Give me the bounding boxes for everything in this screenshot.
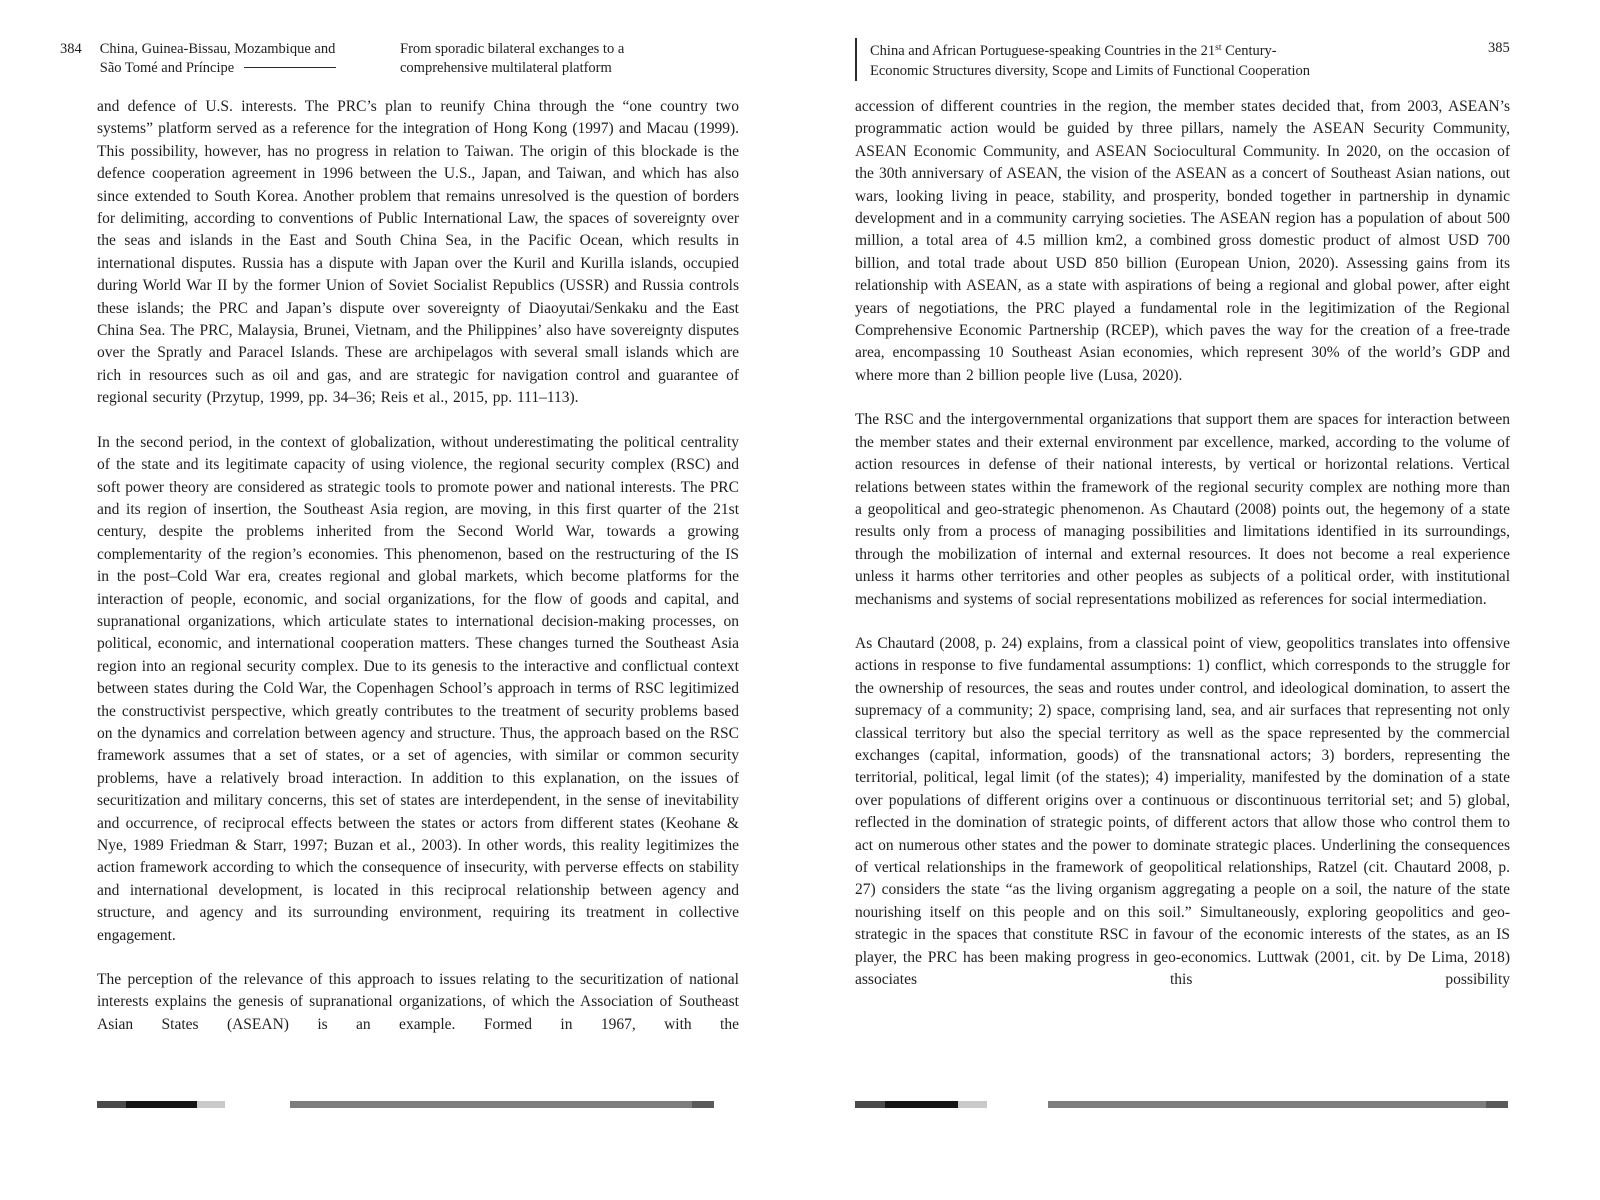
running-head-line-2 xyxy=(100,59,336,78)
paragraph: and defence of U.S. interests. The PRC’s plan to reunify China through the “one country two systems” platform served as a reference for the integration of Hong Kong (1997) and Macau (1999). This possibility, however, has no progress in relation to Taiwan. The origin of this blockade is the defence cooperation agreement in 1996 between the U.S., Japan, and Taiwan, and which has also since extended to South Korea. Another problem that remains unresolved is the question of borders for delimiting, according to conventions of Public International Law, the spaces of sovereignty over the seas and islands in the East and South China Sea, in the Pacific Ocean, which results in international disputes. Russia has a dispute with Japan over the Kuril and Kurilla islands, occupied during World War II by the former Union of Soviet Socialist Republics (USSR) and Russia controls these islands; the PRC and Japan’s dispute over sovereignty of Diaoyutai/Senkaku and the East China Sea. The PRC, Malaysia, Brunei, Vietnam, and the Philippines’ also have sovereignty disputes over the Spratly and Paracel Islands. These are archipelagos with several small islands which are rich in resources such as oil and gas, and are strategic for navigation control and guarantee of regional security (Przytup, 1999, pp. 34–36; Reis et al., 2015, pp. 111–113). xyxy=(97,98,739,407)
footer-segmented-bar xyxy=(855,1101,987,1108)
running-head-text: São Tomé and Príncipe xyxy=(99,60,235,76)
right-page-number: 385 xyxy=(1488,40,1510,56)
footer-bar-dark-segment xyxy=(855,1101,885,1108)
right-page-header xyxy=(855,38,1310,81)
footer-bar-dark-segment xyxy=(97,1101,126,1108)
footer-long-bar-endcap xyxy=(1486,1101,1508,1108)
paragraph: The RSC and the intergovernmental organizations that support them are spaces for interaction between the member states and their external environment par excellence, marked, according to the volume of action resources in defense of their national interests, by vertical or horizontal relations. Vertical relations between states within the framework of the regional security complex are nothing more than a geopolitical and geo-strategic phenomenon. As Chautard (2008) points out, the hegemony of a state results only from a process of managing possibilities and limitations identified in its surroundings, through the mobilization of internal and external resources. It does not become a real experience unless it harms other territories and other peoples as subjects of a political order, with institutional mechanisms and systems of social representations mobilized as references for social intermediation. xyxy=(855,411,1510,608)
footer-long-bar xyxy=(1048,1101,1508,1108)
chapter-subtitle-line-2: comprehensive multilateral platform xyxy=(400,60,612,76)
chapter-subtitle xyxy=(400,40,624,78)
left-running-head xyxy=(100,40,336,78)
left-page-number: 384 xyxy=(60,41,82,57)
footer-bar-black-segment xyxy=(885,1101,958,1108)
running-head-line-1: China, Guinea-Bissau, Mozambique and xyxy=(99,41,336,57)
footer-long-bar xyxy=(290,1101,714,1108)
left-page-header xyxy=(60,40,336,78)
running-head-rule xyxy=(244,67,336,69)
running-head-line-1 xyxy=(870,38,1310,61)
paragraph: In the second period, in the context of globalization, without underestimating the political centrality of the state and its legitimate capacity of using violence, the regional security complex (RSC) and soft power theory are considered as strategic tools to promote power and national interests. The PRC and its region of insertion, the Southeast Asia region, are moving, in this first quarter of the 21st century, despite the problems inherited from the Second World War, towards a growing complementarity of the region’s economies. This phenomenon, based on the restructuring of the IS in the post–Cold War era, creates regional and global markets, which become platforms for the interaction of people, economic, and social organizations, for the flow of goods and capital, and supranational organizations, which articulate states to international decision-making processes, on political, economic, and international cooperation matters. These changes turned the Southeast Asia region into an regional security complex. Due to its genesis to the interactive and conflictual context between states during the Cold War, the Copenhagen School’s approach in terms of RSC legitimized the constructivist perspective, which greatly contributes to the treatment of security problems based on the dynamics and correlation between agency and structure. Thus, the approach based on the RSC framework assumes that a set of states, or a set of agencies, with similar or common security problems, have a relatively broad interaction. In addition to this explanation, on the issues of securitization and military concerns, this set of states are interdependent, in the sense of inevitability and occurrence, of reciprocal effects between the states or actors from different states (Keohane & Nye, 1989 Friedman & Starr, 1997; Buzan et al., 2003). In other words, this reality legitimizes the action framework according to which the consequence of insecurity, with perverse effects on stability and international development, is located in this reciprocal relationship between agency and structure, and agency and its surrounding environment, requiring its treatment in collective engagement. xyxy=(97,433,739,944)
paragraph: As Chautard (2008, p. 24) explains, from a classical point of view, geopolitics translates into offensive actions in response to five fundamental assumptions: 1) conflict, which corresponds to the struggle for the ownership of resources, the seas and routes under control, and ideological domination, to assert the supremacy of a community; 2) space, comprising land, sea, and air surfaces that representing not only classical territory but also the special territory as well as the space represented by the commercial exchanges (capital, information, goods) of the transnational actors; 3) borders, representing the territorial, political, legal limit (of the states); 4) imperiality, manifested by the domination of a state over populations of different origins over a continuous or discontinuous territorial set; and 5) global, reflected in the domination of strategic points, of different actors that allow those who control them to act on numerous other states and the power to dominate strategic places. Underlining the consequences of vertical relationships in the framework of geopolitical relationships, Ratzel (cit. Chautard 2008, p. 27) considers the state “as the living organism aggregating a people on a soil, the nature of the state nourishing itself on this people and on this soil.” Simultaneously, exploring geopolitics and geo-strategic in the spaces that constitute RSC in favour of the economic interests of the states, as an IS player, the PRC has been making progress in geo-economics. Luttwak (2001, cit. by De Lima, 2018) associates this possibility xyxy=(855,634,1510,989)
footer-bar-black-segment xyxy=(126,1101,196,1108)
footer-bar-light-segment xyxy=(197,1101,225,1108)
left-page-body xyxy=(97,96,739,1058)
running-head-line-2: Economic Structures diversity, Scope and Limits of Functional Cooperation xyxy=(870,63,1311,79)
running-head-text: China and African Portuguese-speaking Countries in the 21 xyxy=(870,43,1216,59)
running-head-superscript: st xyxy=(1215,43,1222,53)
paragraph: accession of different countries in the region, the member states decided that, from 2003, ASEAN’s programmatic action would be guided by three pillars, namely the ASEAN Security Community, ASEAN Economic Community, and ASEAN Sociocultural Community. In 2020, on the occasion of the 30th anniversary of ASEAN, the vision of the ASEAN as a concert of Southeast Asian nations, out wars, looking living in peace, stability, and prosperity, bonded together in partnership in dynamic development and in a community carrying societies. The ASEAN region has a population of about 500 million, a total area of 4.5 million km2, a combined gross domestic product of almost USD 700 billion, and total trade about USD 850 billion (European Union, 2020). Assessing gains from its relationship with ASEAN, as a state with aspirations of being a regional and global power, after eight years of negotiations, the PRC played a fundamental role in the legitimization of the Regional Comprehensive Economic Partnership (RCEP), which paves the way for the creation of a free-trade area, encompassing 10 Southeast Asian economies, which represent 30% of the world’s GDP and where more than 2 billion people live (Lusa, 2020). xyxy=(855,98,1510,384)
running-head-text: Century- xyxy=(1221,43,1277,59)
chapter-subtitle-line-1: From sporadic bilateral exchanges to a xyxy=(400,41,625,57)
paragraph: The perception of the relevance of this approach to issues relating to the securitization of national interests explains the genesis of supranational organizations, of which the Association of Southeast Asian States (ASEAN) is an example. Formed in 1967, with the xyxy=(97,971,739,1033)
right-page-body xyxy=(855,96,1510,1013)
footer-long-bar-endcap xyxy=(692,1101,714,1108)
footer-segmented-bar xyxy=(97,1101,225,1108)
footer-bar-light-segment xyxy=(958,1101,987,1108)
right-page xyxy=(800,0,1600,1200)
